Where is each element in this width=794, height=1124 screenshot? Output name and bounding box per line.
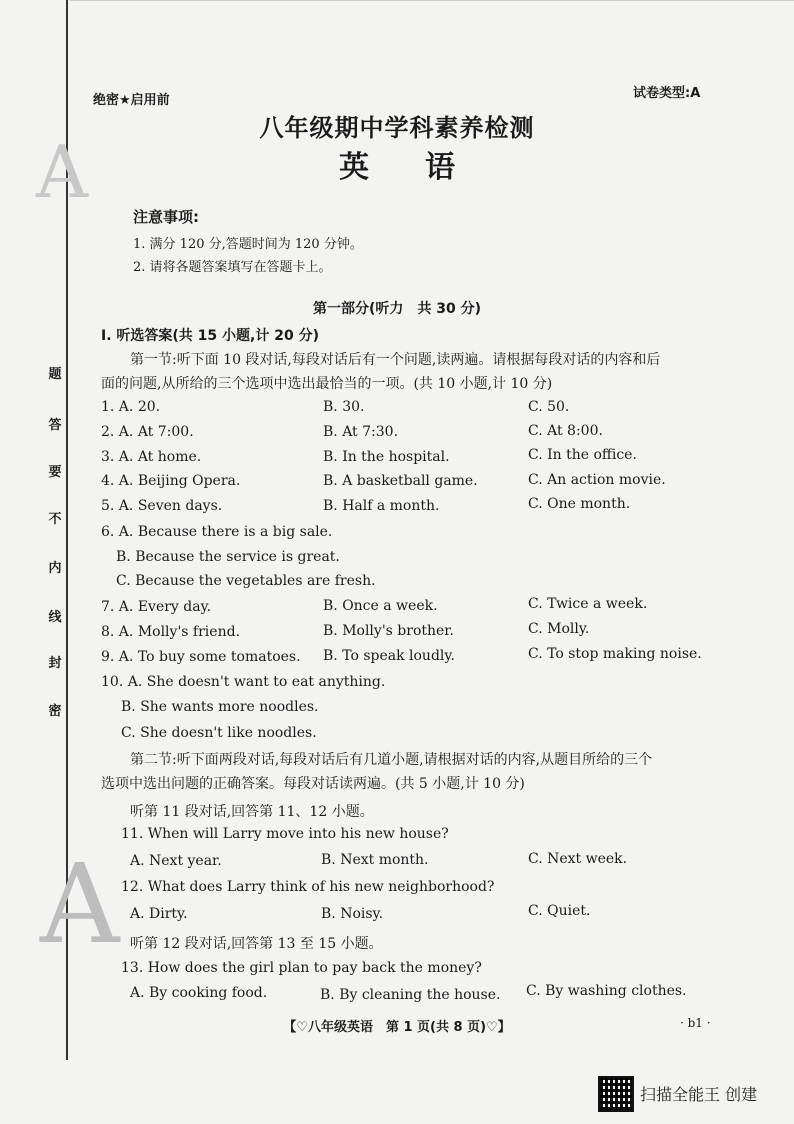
option-b: B. Noisy. xyxy=(321,906,384,922)
notice-heading: 注意事项: xyxy=(133,208,199,226)
page-footer: 【♡八年级英语 第 1 页(共 8 页)♡】 xyxy=(283,1020,511,1035)
option-a: 10. A. She doesn't want to eat anything. xyxy=(101,674,386,690)
option-c: C. 50. xyxy=(528,399,570,415)
notice-item: 1. 满分 120 分,答题时间为 120 分钟。 xyxy=(133,237,363,252)
instruction-line: 第二节:听下面两段对话,每段对话后有几道小题,请根据对话的内容,从题目所给的三个 xyxy=(130,752,653,768)
binding-char: 密 xyxy=(48,704,62,719)
binding-char: 封 xyxy=(48,656,62,671)
option-a: 2. A. At 7:00. xyxy=(101,424,194,440)
section-heading: Ⅰ. 听选答案(共 15 小题,计 20 分) xyxy=(101,328,319,344)
option-a: 4. A. Beijing Opera. xyxy=(101,473,241,489)
listening-prompt: 听第 11 段对话,回答第 11、12 小题。 xyxy=(130,804,374,820)
option-b: B. By cleaning the house. xyxy=(320,987,501,1003)
option-b: B. Once a week. xyxy=(323,598,438,614)
option-c: C. Quiet. xyxy=(528,903,591,919)
option-b: B. In the hospital. xyxy=(323,449,450,465)
instruction-line: 第一节:听下面 10 段对话,每段对话后有一个问题,读两遍。请根据每段对话的内容和后 xyxy=(130,352,661,368)
page-code: · b1 · xyxy=(680,1016,711,1030)
option-c: C. She doesn't like noodles. xyxy=(121,725,317,741)
paper-type-label: 试卷类型:A xyxy=(633,86,701,101)
question-stem: 12. What does Larry think of his new neighborhood? xyxy=(121,879,495,895)
option-b: B. 30. xyxy=(323,399,365,415)
option-c: C. Molly. xyxy=(528,621,590,637)
option-c: C. One month. xyxy=(528,496,631,512)
paper-type-watermark: A xyxy=(40,840,120,968)
binding-char: 答 xyxy=(48,418,62,433)
scanner-watermark: 扫描全能王 创建 xyxy=(640,1085,758,1104)
option-a: A. Next year. xyxy=(130,853,222,869)
top-edge xyxy=(70,0,794,15)
option-a: A. By cooking food. xyxy=(130,985,268,1001)
option-b: B. Molly's brother. xyxy=(323,623,454,639)
paper-type-watermark: A xyxy=(36,130,88,214)
option-a: 7. A. Every day. xyxy=(101,599,212,615)
option-b: B. At 7:30. xyxy=(323,424,399,440)
option-c: C. By washing clothes. xyxy=(526,983,687,999)
option-b: B. To speak loudly. xyxy=(323,648,455,664)
option-a: 5. A. Seven days. xyxy=(101,498,223,514)
option-c: C. Because the vegetables are fresh. xyxy=(116,573,376,589)
option-b: B. Because the service is great. xyxy=(116,549,340,565)
option-c: C. Twice a week. xyxy=(528,596,648,612)
option-a: 9. A. To buy some tomatoes. xyxy=(101,649,301,665)
option-c: C. At 8:00. xyxy=(528,423,603,439)
instruction-line: 选项中选出问题的正确答案。每段对话读两遍。(共 5 小题,计 10 分) xyxy=(101,776,525,792)
option-c: C. Next week. xyxy=(528,851,628,867)
option-c: C. To stop making noise. xyxy=(528,646,702,662)
part-heading: 第一部分(听力 共 30 分) xyxy=(312,301,482,317)
binding-char: 题 xyxy=(48,367,62,382)
option-a: 8. A. Molly's friend. xyxy=(101,624,240,640)
binding-char: 内 xyxy=(48,561,62,576)
qr-code-icon xyxy=(598,1076,634,1112)
binding-char: 不 xyxy=(48,512,62,527)
subject-title: 英语 xyxy=(339,150,511,185)
confidential-label: 绝密★启用前 xyxy=(93,93,170,108)
listening-prompt: 听第 12 段对话,回答第 13 至 15 小题。 xyxy=(130,936,383,952)
option-b: B. She wants more noodles. xyxy=(121,699,319,715)
question-stem: 11. When will Larry move into his new house? xyxy=(121,826,449,842)
option-b: B. Half a month. xyxy=(323,498,440,514)
question-stem: 13. How does the girl plan to pay back the money? xyxy=(121,960,482,976)
notice-item: 2. 请将各题答案填写在答题卡上。 xyxy=(133,260,332,275)
option-b: B. Next month. xyxy=(321,852,429,868)
binding-char: 要 xyxy=(48,465,62,480)
exam-title: 八年级期中学科素养检测 xyxy=(259,113,535,142)
option-a: A. Dirty. xyxy=(130,906,188,922)
option-c: C. In the office. xyxy=(528,447,637,463)
option-a: 6. A. Because there is a big sale. xyxy=(101,524,333,540)
binding-char: 线 xyxy=(48,610,62,625)
option-b: B. A basketball game. xyxy=(323,473,478,489)
option-a: 1. A. 20. xyxy=(101,399,161,415)
option-a: 3. A. At home. xyxy=(101,449,202,465)
instruction-line: 面的问题,从所给的三个选项中选出最恰当的一项。(共 10 小题,计 10 分) xyxy=(101,376,553,392)
option-c: C. An action movie. xyxy=(528,472,666,488)
